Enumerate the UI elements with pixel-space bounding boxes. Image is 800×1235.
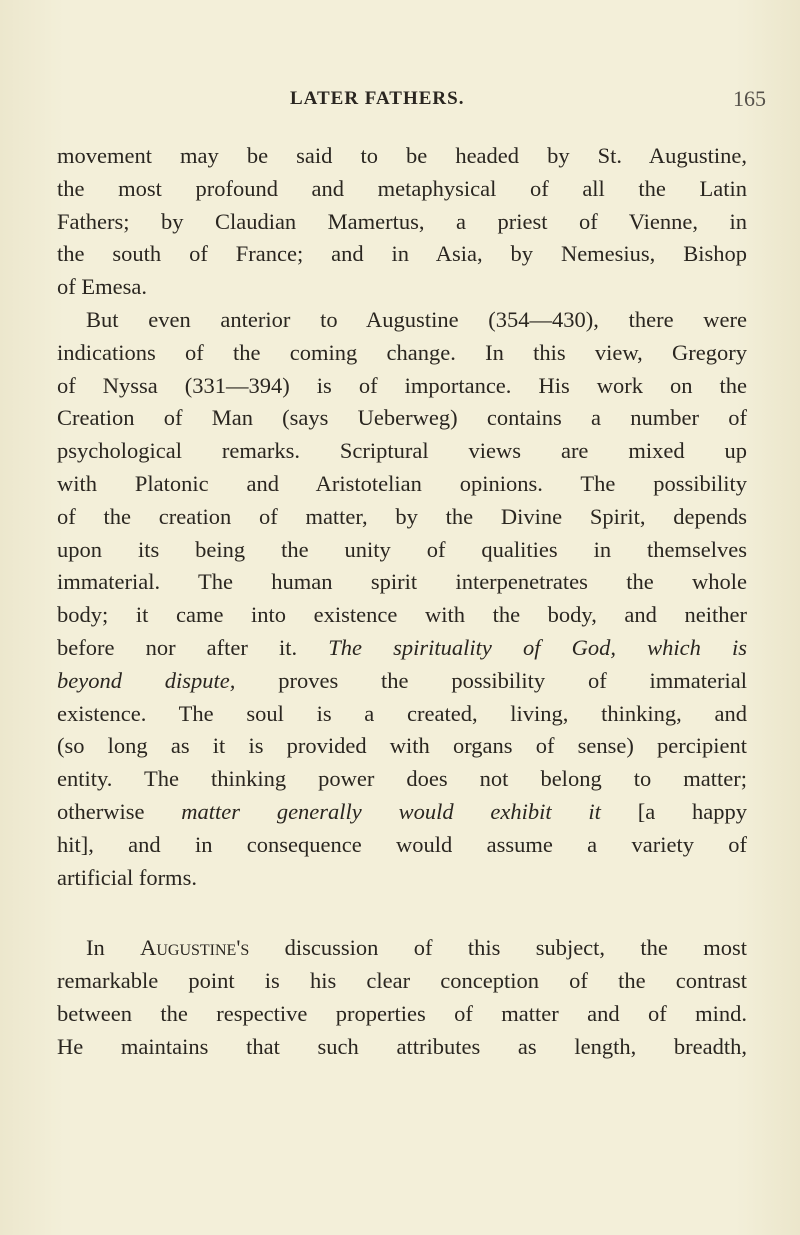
text-line: hit], and in consequence would assume a variety of: [57, 831, 747, 857]
text-line: immaterial. The human spirit interpenetrates the whole: [57, 569, 747, 595]
text-line: existence. The soul is a created, living, thinking, and: [57, 700, 747, 726]
text-line: He maintains that such attributes as length, breadth,: [57, 1033, 747, 1059]
text-line: of Nyssa (331—394) is of importance. His work on the: [57, 372, 747, 398]
running-title: LATER FATHERS.: [290, 88, 465, 109]
text-line: of Emesa.: [57, 274, 147, 300]
text-line: movement may be said to be headed by St. Augustine,: [57, 143, 747, 168]
text-line: body; it came into existence with the body, and neither: [57, 602, 747, 628]
text-line: psychological remarks. Scriptural views are mixed up: [57, 438, 747, 464]
text-line: entity. The thinking power does not belong to matter;: [57, 766, 747, 792]
text-line: the south of France; and in Asia, by Nemesius, Bishop: [57, 241, 747, 267]
running-head: [0, 88, 800, 118]
text-line: indications of the coming change. In this view, Gregory: [57, 339, 747, 365]
text-line: Fathers; by Claudian Mamertus, a priest of Vienne, in: [57, 208, 747, 234]
text-run: In: [86, 935, 141, 961]
text-run: before nor after it.: [57, 634, 329, 660]
body-text: [57, 140, 747, 1064]
text-line: (so long as it is provided with organs of sense) percipient: [57, 733, 747, 759]
text-line: But even anterior to Augustine (354—430), there were: [86, 306, 747, 332]
italic-quote: The spirituality of God, which is: [328, 634, 747, 660]
text-line: [57, 632, 747, 665]
text-line: between the respective properties of matter and of mind.: [57, 1000, 747, 1026]
italic-quote: matter generally would exhibit it: [181, 798, 601, 824]
text-run: [a happy: [600, 798, 748, 824]
paragraph-1: [57, 140, 747, 304]
text-run: otherwise: [57, 798, 182, 824]
paragraph-2: [57, 304, 747, 894]
page-number: 165: [733, 86, 766, 111]
text-line: remarkable point is his clear conception of the contrast: [57, 968, 747, 994]
text-line: of the creation of matter, by the Divine Spirit, depends: [57, 503, 747, 529]
text-line: [57, 796, 747, 829]
text-run: discussion of this subject, the most: [249, 935, 747, 961]
text-line: with Platonic and Aristotelian opinions. The possibility: [57, 470, 747, 496]
text-run: proves the possibility of immaterial: [235, 667, 747, 693]
text-line: artificial forms.: [57, 864, 197, 890]
text-line: [57, 932, 747, 965]
text-line: the most profound and metaphysical of all the Latin: [57, 175, 747, 201]
italic-quote: beyond dispute,: [57, 667, 236, 693]
text-line: [57, 665, 747, 698]
text-line: upon its being the unity of qualities in themselves: [57, 536, 747, 562]
paragraph-3: [57, 932, 747, 1063]
small-caps-name: Augustine's: [140, 935, 250, 961]
text-line: Creation of Man (says Ueberweg) contains a number of: [57, 405, 747, 431]
paragraph-gap: [57, 894, 747, 932]
